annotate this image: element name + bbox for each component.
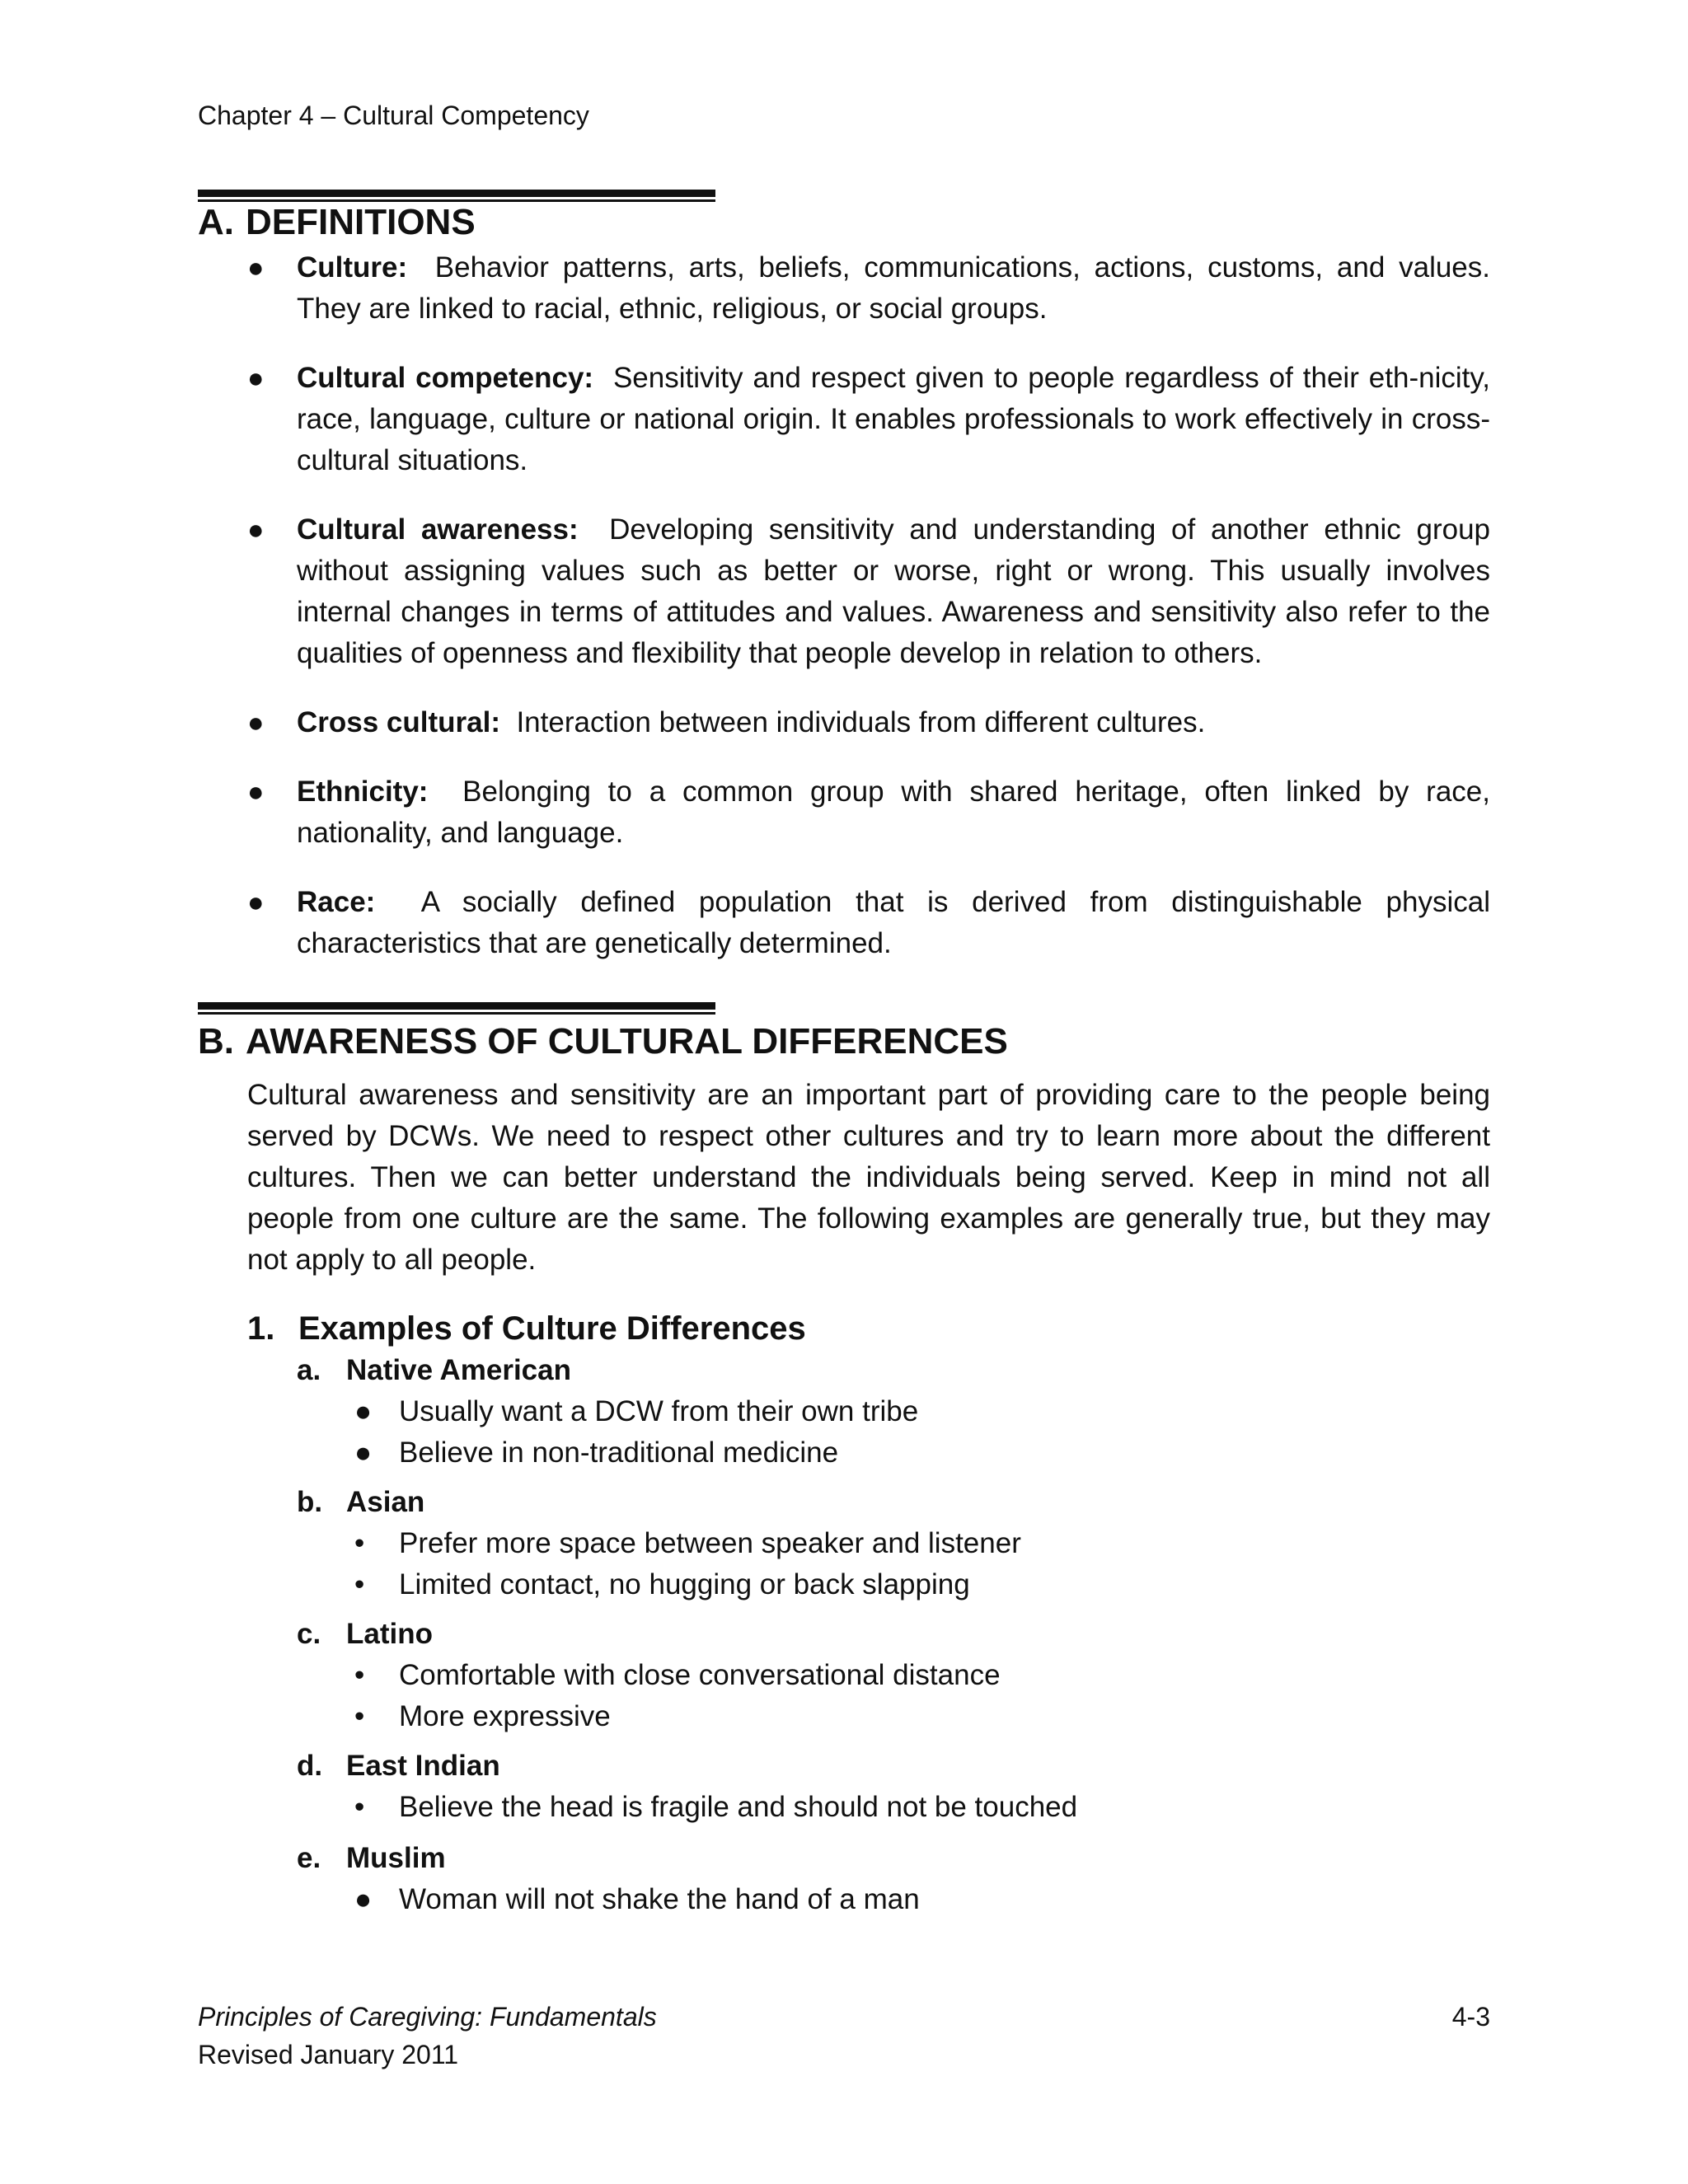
chapter-header: Chapter 4 – Cultural Competency (198, 101, 589, 130)
definition-text: Developing sensitivity and understanding of another ethnic group without assigning values such as better or worse, right or wrong. This usually involves internal changes in terms of attitudes and values. Awareness and sensitivity also refer to the qualities of openness and flexibility that people develop in relation to others. (297, 513, 1490, 669)
culture-group-name: Latino (346, 1618, 433, 1650)
culture-point-text: Limited contact, no hugging or back slapping (399, 1568, 970, 1601)
section-b-letter: B. (198, 1021, 234, 1062)
culture-group-name: East Indian (346, 1750, 500, 1782)
culture-point-text: More expressive (399, 1700, 611, 1732)
culture-group (297, 1838, 920, 1920)
definition-text: Belonging to a common group with shared heritage, often linked by race, nationality, and language. (297, 776, 1490, 849)
section-b-paragraph: Cultural awareness and sensitivity are an important part of providing care to the people being served by DCWs. We need to respect other cultures and try to learn more about the different cultures. Then we can better understand the individuals being served. Keep in mind not all people from one culture are the same. The following examples are generally true, but they may not apply to all people. (247, 1079, 1490, 1276)
culture-points (297, 1787, 1077, 1828)
definition-item (247, 247, 1490, 330)
culture-points (297, 1655, 1001, 1737)
definition-term: Ethnicity: (297, 776, 429, 808)
bullet-icon: ● (354, 1883, 373, 1915)
definition-term: Cross cultural: (297, 706, 500, 738)
subsection-number: 1. (247, 1310, 275, 1347)
culture-point (297, 1564, 1021, 1605)
definition-text: Interaction between individuals from different cultures. (516, 706, 1206, 738)
culture-point (297, 1655, 1001, 1696)
culture-point (297, 1879, 920, 1920)
culture-group (297, 1482, 1021, 1605)
bullet-icon: ● (247, 363, 265, 394)
culture-point (297, 1523, 1021, 1564)
culture-group-title (297, 1482, 1021, 1523)
bullet-icon: ● (354, 1436, 373, 1469)
section-a-heading (198, 199, 476, 246)
culture-point-text: Woman will not shake the hand of a man (399, 1883, 920, 1915)
bullet-icon: ● (354, 1395, 373, 1427)
culture-group-letter: c. (297, 1618, 321, 1650)
section-a-letter: A. (198, 202, 234, 242)
bullet-icon: ● (247, 514, 265, 546)
definition-item (247, 358, 1490, 481)
culture-group-title (297, 1838, 920, 1879)
culture-point (297, 1391, 918, 1432)
bullet-icon: • (354, 1791, 365, 1823)
culture-group (297, 1614, 1001, 1737)
culture-group-letter: e. (297, 1842, 321, 1874)
definition-text: A socially defined population that is derived from distinguishable physical characteristics that are genetically determined. (297, 886, 1490, 959)
definition-term: Culture: (297, 251, 408, 284)
footer-revised: Revised January 2011 (198, 2040, 459, 2069)
section-b-title: AWARENESS OF CULTURAL DIFFERENCES (246, 1021, 1008, 1062)
culture-point-text: Comfortable with close conversational distance (399, 1659, 1001, 1691)
culture-group (297, 1350, 918, 1474)
culture-group-name: Native American (346, 1354, 571, 1386)
section-b-heading (198, 1019, 1008, 1065)
section-b-rule (198, 1002, 715, 1015)
bullet-icon: • (354, 1568, 365, 1601)
culture-group-title (297, 1350, 918, 1391)
culture-points (297, 1879, 920, 1920)
culture-group-title (297, 1614, 1001, 1655)
culture-point-text: Believe in non-traditional medicine (399, 1436, 839, 1469)
definition-item (247, 882, 1490, 964)
definition-text: Behavior patterns, arts, beliefs, communications, actions, customs, and values. They are linked to racial, ethnic, religious, or social groups. (297, 251, 1490, 325)
definitions-list (247, 247, 1490, 992)
culture-point (297, 1696, 1001, 1737)
definition-text: Sensitivity and respect given to people regardless of their eth-nicity, race, language, culture or national origin. It enables professionals to work effectively in cross-cultural situations. (297, 362, 1490, 476)
bullet-icon: • (354, 1659, 365, 1691)
culture-group (297, 1746, 1077, 1828)
footer-title: Principles of Caregiving: Fundamentals (198, 2002, 657, 2032)
definition-item (247, 509, 1490, 674)
bullet-icon: ● (247, 707, 265, 738)
bullet-icon: ● (247, 776, 265, 808)
culture-group-letter: d. (297, 1750, 323, 1782)
culture-point-text: Believe the head is fragile and should not be touched (399, 1791, 1078, 1823)
culture-point-text: Prefer more space between speaker and listener (399, 1527, 1021, 1559)
bullet-icon: ● (247, 252, 265, 284)
definition-item (247, 771, 1490, 854)
culture-group-letter: a. (297, 1354, 321, 1386)
section-a-title: DEFINITIONS (246, 202, 476, 242)
culture-point-text: Usually want a DCW from their own tribe (399, 1395, 919, 1427)
culture-point (297, 1432, 918, 1474)
culture-group-name: Asian (346, 1486, 425, 1518)
definition-term: Race: (297, 886, 376, 918)
culture-group-title (297, 1746, 1077, 1787)
page-footer (198, 1998, 657, 2074)
culture-points (297, 1523, 1021, 1605)
bullet-icon: ● (247, 887, 265, 918)
definition-item (247, 702, 1490, 743)
subsection-heading (247, 1307, 806, 1350)
page-number: 4-3 (1451, 2002, 1490, 2032)
bullet-icon: • (354, 1700, 365, 1732)
culture-points (297, 1391, 918, 1474)
definition-term: Cultural awareness: (297, 513, 579, 546)
bullet-icon: • (354, 1527, 365, 1559)
definition-term: Cultural competency: (297, 362, 594, 394)
culture-point (297, 1787, 1077, 1828)
culture-group-name: Muslim (346, 1842, 446, 1874)
culture-group-letter: b. (297, 1486, 323, 1518)
subsection-title: Examples of Culture Differences (298, 1310, 806, 1347)
